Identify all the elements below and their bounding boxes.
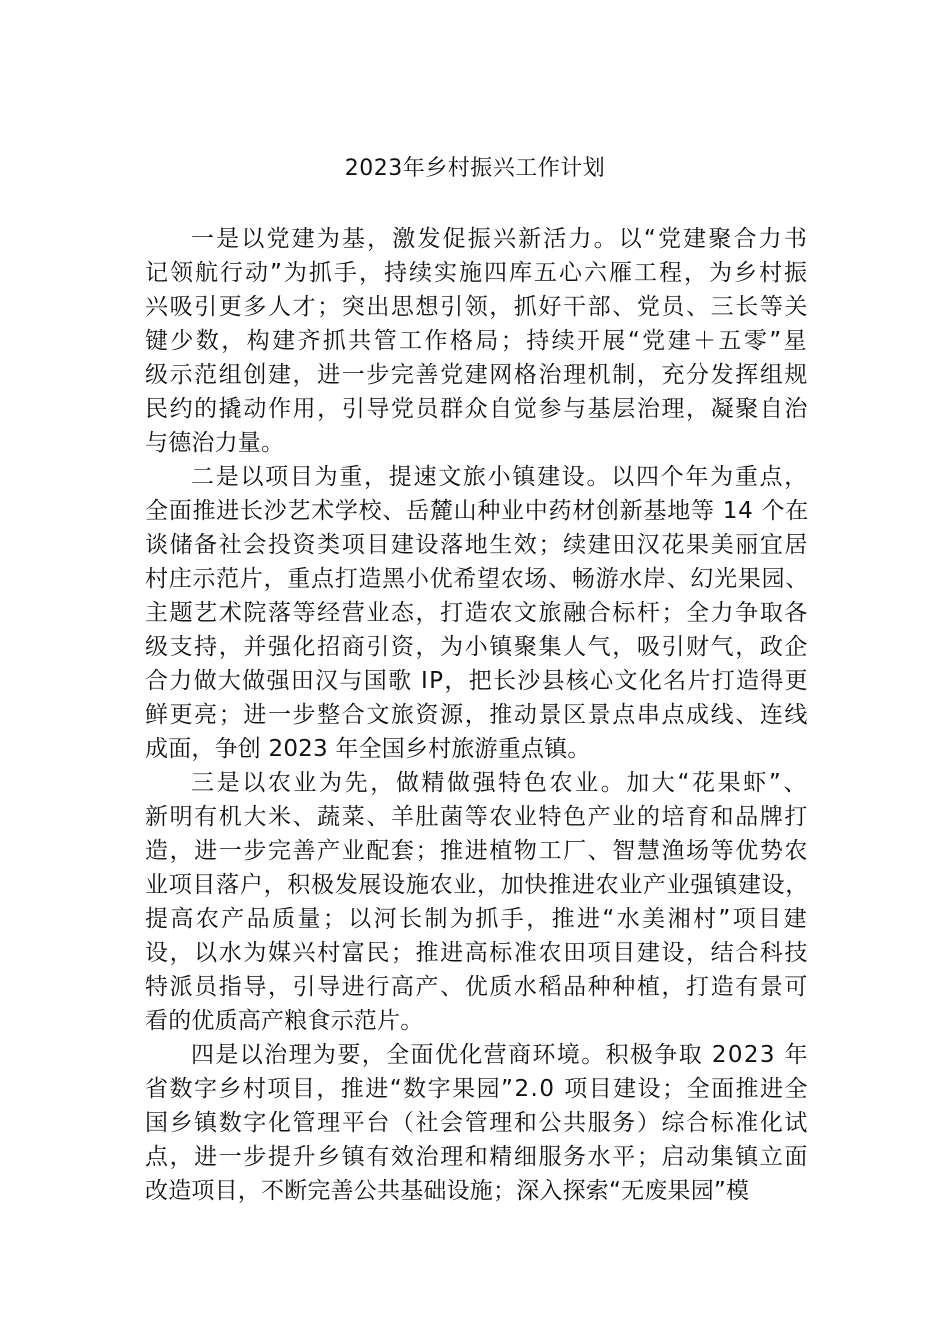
document-body <box>145 222 809 1208</box>
paragraph-line: 键少数，构建齐抓共管工作格局；持续开展“党建＋五零”星 <box>145 328 809 354</box>
paragraph-line: 改造项目，不断完善公共基础设施；深入探索“无废果园”模 <box>145 1178 750 1204</box>
paragraph <box>145 460 809 766</box>
paragraph-line: 与德治力量。 <box>145 430 285 456</box>
paragraph-line: 主题艺术院落等经营业态，打造农文旅融合标杆；全力争取各 <box>145 600 809 626</box>
paragraph <box>145 766 809 1038</box>
paragraph-line: 村庄示范片，重点打造黑小优希望农场、畅游水岸、幻光果园、 <box>145 566 809 592</box>
paragraph-line: 造，进一步完善产业配套；推进植物工厂、智慧渔场等优势农 <box>145 838 809 864</box>
paragraph-line: 一是以党建为基，激发促振兴新活力。以“党建聚合力书 <box>191 226 809 252</box>
paragraph-line: 四是以治理为要，全面优化营商环境。积极争取 2023 年 <box>191 1042 809 1068</box>
paragraph-line: 国乡镇数字化管理平台（社会管理和公共服务）综合标准化试 <box>145 1110 809 1136</box>
paragraph-line: 特派员指导，引导进行高产、优质水稻品种种植，打造有景可 <box>145 974 809 1000</box>
paragraph-line: 新明有机大米、蔬菜、羊肚菌等农业特色产业的培育和品牌打 <box>145 804 809 830</box>
paragraph-line: 提高农产品质量；以河长制为抓手，推进“水美湘村”项目建 <box>145 906 809 932</box>
paragraph-line: 三是以农业为先，做精做强特色农业。加大“花果虾”、 <box>191 770 809 796</box>
paragraph-line: 级支持，并强化招商引资，为小镇聚集人气，吸引财气，政企 <box>145 634 809 660</box>
document-title: 2023年乡村振兴工作计划 <box>344 156 606 181</box>
paragraph-line: 业项目落户，积极发展设施农业，加快推进农业产业强镇建设， <box>145 872 809 898</box>
paragraph-line: 全面推进长沙艺术学校、岳麓山种业中药材创新基地等 14 个在 <box>145 498 809 524</box>
paragraph-line: 兴吸引更多人才；突出思想引领，抓好干部、党员、三长等关 <box>145 294 809 320</box>
paragraph-line: 设，以水为媒兴村富民；推进高标准农田项目建设，结合科技 <box>145 940 809 966</box>
paragraph-line: 看的优质高产粮食示范片。 <box>145 1008 424 1034</box>
paragraph-line: 二是以项目为重，提速文旅小镇建设。以四个年为重点， <box>191 464 809 490</box>
paragraph <box>145 1038 809 1208</box>
paragraph-line: 民约的撬动作用，引导党员群众自觉参与基层治理，凝聚自治 <box>145 396 809 422</box>
paragraph-line: 记领航行动”为抓手，持续实施四库五心六雁工程，为乡村振 <box>145 260 809 286</box>
paragraph-line: 级示范组创建，进一步完善党建网格治理机制，充分发挥组规 <box>145 362 809 388</box>
paragraph-line: 鲜更亮；进一步整合文旅资源，推动景区景点串点成线、连线 <box>145 702 809 728</box>
paragraph-line: 成面，争创 2023 年全国乡村旅游重点镇。 <box>145 736 591 762</box>
paragraph-line: 点，进一步提升乡镇有效治理和精细服务水平；启动集镇立面 <box>145 1144 809 1170</box>
paragraph-line: 谈储备社会投资类项目建设落地生效；续建田汉花果美丽宜居 <box>145 532 809 558</box>
paragraph-line: 省数字乡村项目，推进“数字果园”2.0 项目建设；全面推进全 <box>145 1076 809 1102</box>
paragraph-line: 合力做大做强田汉与国歌 IP，把长沙县核心文化名片打造得更 <box>145 668 809 694</box>
paragraph <box>145 222 809 460</box>
